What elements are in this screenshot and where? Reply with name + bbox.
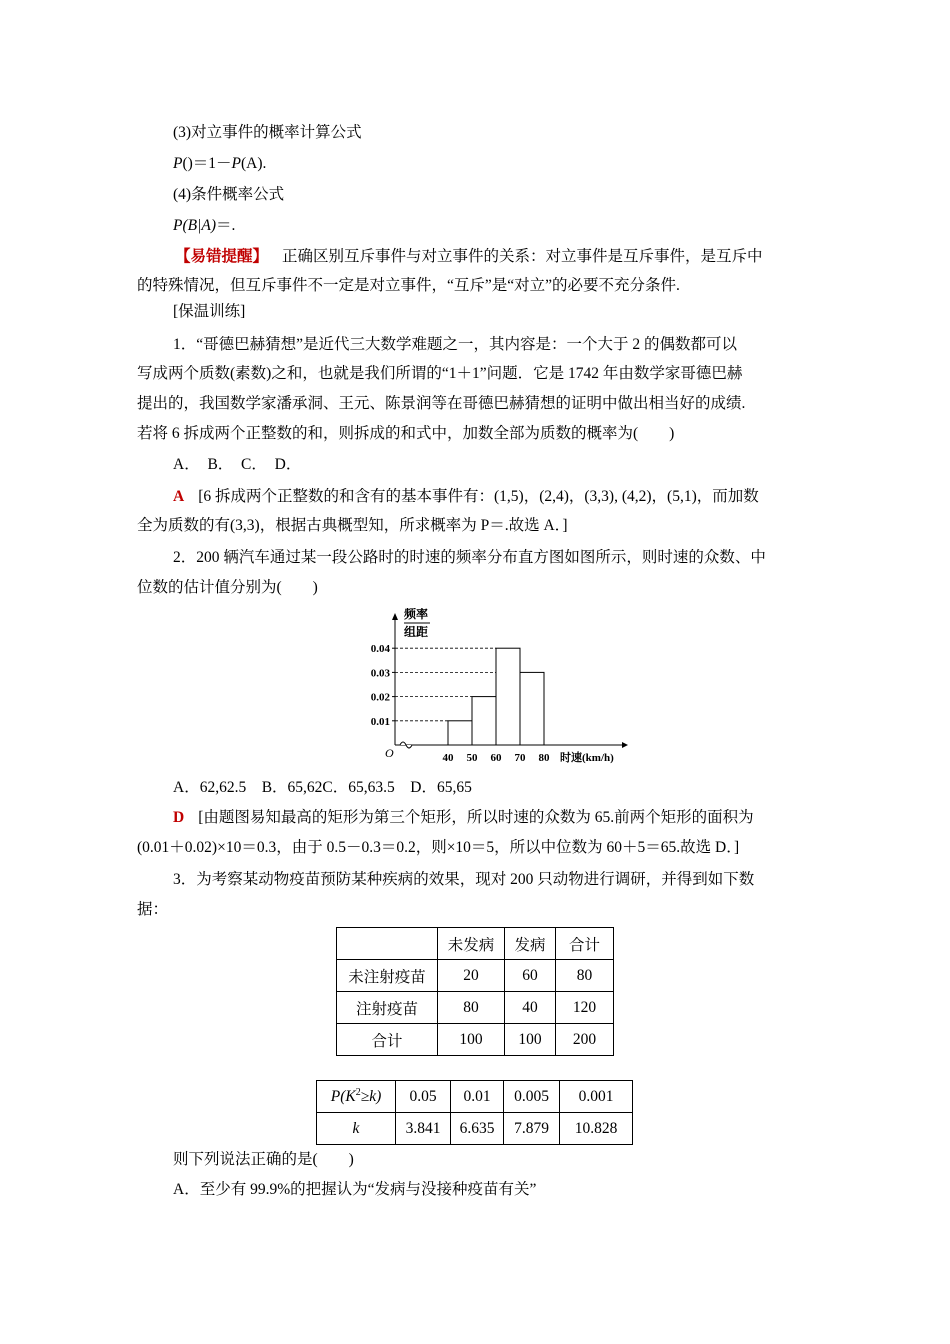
table-cell: 80	[438, 992, 505, 1024]
section-title: [保温训练]	[173, 303, 246, 320]
formula-4-title: (4)条件概率公式	[173, 186, 285, 203]
contingency-table	[336, 927, 614, 1056]
histogram-bar	[496, 648, 520, 745]
table-row	[317, 1113, 633, 1145]
y-label-top: 频率	[404, 608, 429, 621]
formula-3-a: (A)	[241, 155, 263, 172]
y-tick-label: 0.02	[370, 691, 390, 704]
x-tick-label: 60	[490, 752, 502, 764]
q1-options: A． B． C． D．	[173, 456, 302, 473]
y-tick-label: 0.04	[370, 643, 390, 656]
table-cell: 20	[438, 960, 505, 992]
x-label: 时速(km/h)	[560, 752, 614, 764]
q2-line-1: 2．200 辆汽车通过某一段公路时的时速的频率分布直方图如图所示，则时速的众数、中	[173, 549, 766, 566]
table-cell: 未注射疫苗	[337, 960, 438, 992]
formula-4-p: P	[173, 217, 183, 234]
table-cell: 60	[505, 960, 556, 992]
table-cell: 120	[556, 992, 614, 1024]
q1-line-2: 写成两个质数(素数)之和，也就是我们所谓的“1＋1”问题．它是 1742 年由数学家哥德巴赫	[137, 365, 743, 382]
q2-line-2: 位数的估计值分别为( )	[137, 579, 318, 596]
table-header-cell: 0.001	[560, 1081, 633, 1113]
x-tick-label: 80	[538, 752, 550, 764]
y-axis-arrow	[392, 613, 398, 620]
q3-prompt: 则下列说法正确的是( )	[173, 1151, 354, 1168]
histogram-bar	[472, 697, 496, 745]
formula-3-p: P	[173, 155, 183, 172]
formula-4-end: ＝.	[216, 217, 236, 234]
q1-line-4: 若将 6 拆成两个正整数的和，则拆成的和式中，加数全部为质数的概率为( )	[137, 425, 675, 442]
y-tick-label: 0.03	[370, 667, 390, 680]
table-header-cell	[317, 1081, 396, 1113]
axis-break-mark	[400, 742, 412, 748]
q1-solution-2: 全为质数的有(3,3)，根据古典概型知，所求概率为 P＝.故选 A．]	[137, 517, 568, 534]
critical-value-table	[316, 1080, 633, 1145]
x-tick-label: 40	[442, 752, 454, 764]
q2-solution-1	[173, 808, 754, 828]
table-header-cell: 发病	[505, 928, 556, 960]
q3-option-a: A．至少有 99.9%的把握认为“发病与没接种疫苗有关”	[173, 1181, 537, 1198]
q2-options: A．62,62.5 B．65,62C．65,63.5 D．65,65	[173, 779, 472, 796]
k2-label-sup: 2	[355, 1086, 361, 1098]
table-cell: 6.635	[451, 1113, 504, 1145]
table-row	[337, 960, 614, 992]
formula-3-rest: ()＝1－	[182, 155, 232, 172]
tip-text-1: 正确区别互斥事件与对立事件的关系：对立事件是互斥事件，是互斥中	[282, 248, 763, 265]
table-cell: 3.841	[396, 1113, 451, 1145]
table-header-cell	[337, 928, 438, 960]
q1-answer: A	[173, 488, 185, 505]
table-header-cell: 0.01	[451, 1081, 504, 1113]
table-cell: 注射疫苗	[337, 992, 438, 1024]
table-header-row	[317, 1081, 633, 1113]
y-tick-label: 0.01	[370, 715, 390, 728]
table-header-cell: 合计	[556, 928, 614, 960]
histogram-bar	[448, 721, 472, 745]
formula-3	[173, 154, 266, 174]
histogram-chart	[360, 608, 630, 768]
tip-line-2: 的特殊情况，但互斥事件不一定是对立事件，“互斥”是“对立”的必要不充分条件.	[137, 277, 680, 294]
tip-label: 【易错提醒】	[175, 248, 269, 265]
histogram-marks	[371, 643, 550, 764]
q3-line-2: 据：	[137, 901, 169, 918]
k2-label-p: P(K	[330, 1088, 356, 1106]
origin-label: O	[385, 746, 394, 760]
table-cell: 80	[556, 960, 614, 992]
q3-line-1: 3．为考察某动物疫苗预防某种疾病的效果，现对 200 只动物进行调研，并得到如下数	[173, 871, 755, 888]
formula-4	[173, 216, 235, 236]
formula-3-end: .	[262, 155, 267, 172]
q2-sol-text-1: [由题图易知最高的矩形为第三个矩形，所以时速的众数为 65.前两个矩形的面积为	[198, 809, 754, 826]
x-tick-label: 70	[514, 752, 526, 764]
q2-answer: D	[173, 809, 185, 826]
table-header-row	[337, 928, 614, 960]
table-cell: 7.879	[504, 1113, 560, 1145]
table-cell: 40	[505, 992, 556, 1024]
q1-line-3: 提出的，我国数学家潘承洞、王元、陈景润等在哥德巴赫猜想的证明中做出相当好的成绩.	[137, 395, 746, 412]
k2-label-rest: ≥k)	[360, 1088, 382, 1106]
table-row	[337, 992, 614, 1024]
table-row	[337, 1024, 614, 1056]
formula-4-b: (B|A)	[182, 217, 216, 234]
table-cell: 200	[556, 1024, 614, 1056]
table-cell: 100	[438, 1024, 505, 1056]
formula-3-title: (3)对立事件的概率计算公式	[173, 124, 362, 141]
table-header-cell: 0.005	[504, 1081, 560, 1113]
q1-sol-text-1: [6 拆成两个正整数的和含有的基本事件有：(1,5)，(2,4)，(3,3), (4,2)，(5,1)，而加数	[198, 488, 759, 505]
q2-solution-2: (0.01＋0.02)×10＝0.3，由于 0.5－0.3＝0.2，则×10＝5，所以中位数为 60＋5＝65.故选 D．]	[137, 839, 740, 856]
table-header-cell: 0.05	[396, 1081, 451, 1113]
table-cell: k	[317, 1113, 396, 1145]
table-cell: 10.828	[560, 1113, 633, 1145]
tip-line-1	[175, 247, 763, 267]
histogram-bar	[520, 672, 544, 745]
formula-3-p2: P	[231, 155, 242, 172]
q1-solution-1	[173, 487, 759, 507]
table-cell: 合计	[337, 1024, 438, 1056]
table-header-cell: 未发病	[438, 928, 505, 960]
q1-line-1: 1．“哥德巴赫猜想”是近代三大数学难题之一，其内容是：一个大于 2 的偶数都可以	[173, 336, 738, 353]
x-axis-arrow	[622, 742, 628, 748]
x-tick-label: 50	[466, 752, 478, 764]
table-cell: 100	[505, 1024, 556, 1056]
y-label-bottom: 组距	[404, 625, 429, 639]
